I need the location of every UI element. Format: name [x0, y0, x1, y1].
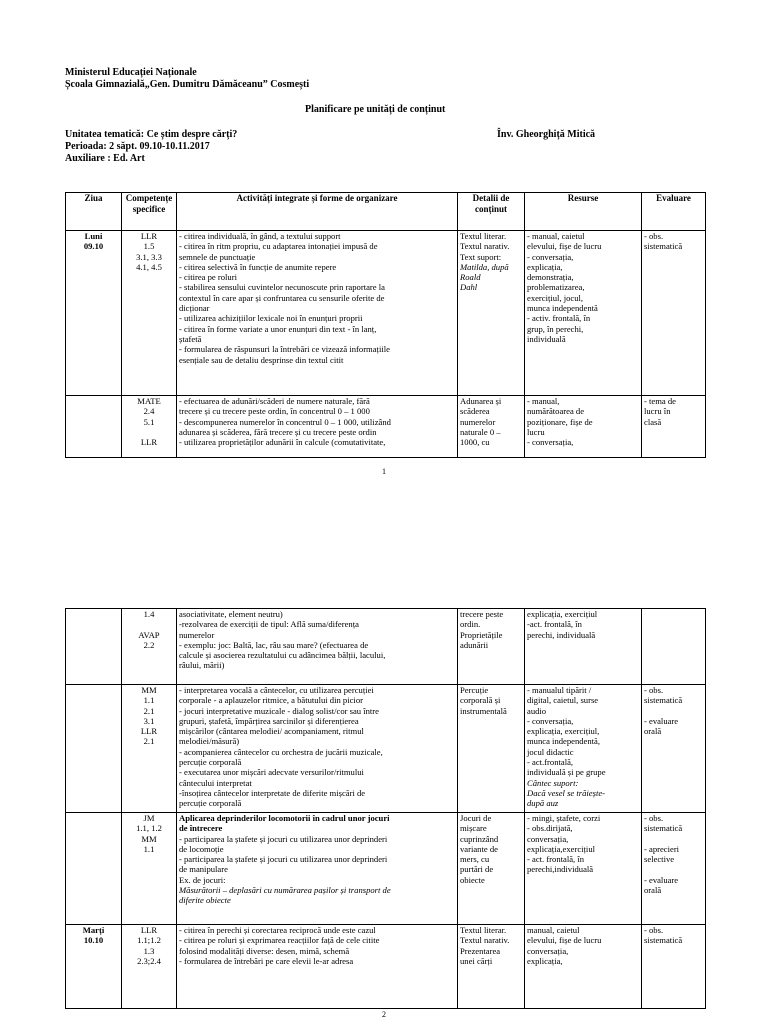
evaluation-cell-line: - evaluare — [644, 715, 679, 726]
details-cell-line: Percuție — [460, 685, 489, 695]
details-cell-line: Jocuri de — [460, 813, 492, 823]
competences-cell — [122, 685, 177, 813]
evaluation-cell-line: orală — [644, 726, 662, 737]
evaluation-cell-line: sistematică — [644, 695, 683, 706]
activities-cell-line: - utilizarea proprietăților adunării în calcule (comutativitate, — [179, 437, 386, 448]
details-cell — [458, 925, 525, 1009]
activities-cell-line: esențiale sau de detaliu desprinse din textul citit — [179, 354, 344, 365]
competences-cell-line: 1.3 — [143, 945, 155, 956]
competences-cell — [122, 609, 177, 685]
activities-cell-line: de manipulare — [179, 864, 228, 875]
planning-table-page-1 — [65, 192, 706, 458]
activities-cell-line: - utilizarea achizițiilor lexicale noi în enunțuri proprii — [179, 313, 363, 324]
competences-cell-line: 2.1 — [143, 736, 155, 747]
resources-cell — [525, 396, 642, 458]
activities-cell — [177, 925, 458, 1009]
column-header: Competențe specifice — [122, 193, 177, 231]
day-cell — [66, 609, 122, 685]
activities-cell-line: - acompanierea cântecelor cu orchestra de jucării muzicale, — [179, 746, 383, 757]
activities-cell-line: - citirea în perechi și corectarea reciprocă unde este cazul — [179, 925, 376, 935]
ministry-line: Ministerul Educației Naționale — [65, 67, 197, 78]
auxiliary-line: Auxiliare : Ed. Art — [65, 153, 145, 164]
competences-cell-line: LLR — [140, 925, 158, 935]
activities-cell-line: diferite obiecte — [179, 895, 231, 906]
table-row — [66, 685, 706, 813]
activities-cell-line: ștafetă — [179, 333, 202, 344]
activities-cell-line: cântecului interpretat — [179, 777, 252, 788]
table-header-row — [66, 193, 706, 231]
evaluation-cell-line: - evaluare — [644, 874, 679, 885]
page-number: 2 — [382, 1010, 386, 1019]
resources-cell-line: explicația, exercițiul — [527, 609, 598, 619]
day-cell-line: Marți — [82, 925, 105, 935]
resources-cell-line: - manual, — [527, 396, 560, 406]
resources-cell-line: - manualul tipărit / — [527, 685, 592, 695]
details-cell-line: Roald — [460, 272, 481, 283]
competences-cell-line: LLR — [140, 231, 158, 241]
details-cell-line: Matilda, după — [460, 261, 509, 272]
table-row — [66, 231, 706, 396]
competences-cell-line: LLR — [140, 437, 158, 448]
evaluation-cell — [642, 231, 706, 396]
details-cell-line: Textul literar. — [460, 925, 507, 935]
details-cell — [458, 685, 525, 813]
competences-cell-line: 1.1, 1.2 — [136, 823, 162, 834]
evaluation-cell — [642, 609, 706, 685]
activities-cell-line: de locomoție — [179, 843, 224, 854]
resources-cell-line: elevului, fișe de lucru — [527, 935, 602, 946]
competences-cell-line: MM — [141, 833, 157, 844]
activities-cell-line: calcule și asocierea rezultatului cu adâncimea bălții, lacului, — [179, 650, 386, 661]
resources-cell-line: - obs.dirijată, — [527, 823, 573, 834]
resources-cell-line: - act.frontală, — [527, 757, 574, 768]
table-row — [66, 925, 706, 1009]
activities-cell-line: - formularea de răspunsuri la întrebări ce vizează informațiile — [179, 344, 390, 355]
resources-cell-line: conversația, — [527, 945, 569, 956]
details-cell-line: Prezentarea — [460, 945, 501, 956]
details-cell-line: Proprietățile — [460, 629, 503, 640]
activities-cell-line: - participarea la ștafete și jocuri cu utilizarea unor deprinderi — [179, 833, 388, 844]
resources-cell-line: exercițiul, jocul, — [527, 292, 584, 303]
resources-cell-line: - manual, caietul — [527, 231, 585, 241]
resources-cell-line: munca independentă — [527, 303, 598, 314]
activities-cell-line: - interpretarea vocală a cântecelor, cu utilizarea percuției — [179, 685, 374, 695]
competences-cell-line: 2.1 — [143, 705, 155, 716]
activities-cell-line: Ex. de jocuri: — [179, 874, 226, 885]
activities-cell-line: asociativitate, element neutru) — [179, 609, 283, 619]
day-cell-line: Luni — [84, 231, 103, 241]
evaluation-cell-line: clasă — [644, 416, 662, 427]
resources-cell-line: -act. frontală, în — [527, 619, 582, 630]
activities-cell-line: semnele de punctuație — [179, 251, 256, 262]
resources-cell — [525, 609, 642, 685]
column-header: Ziua — [66, 193, 122, 231]
competences-cell-line: MM — [141, 685, 157, 695]
evaluation-cell-line — [644, 834, 703, 844]
details-cell-line: scăderea — [460, 406, 490, 417]
resources-cell — [525, 685, 642, 813]
evaluation-cell-line: - obs. — [644, 925, 664, 935]
activities-cell-line: - citirea individuală, în gând, a textului support — [179, 231, 341, 241]
competences-cell-line: 1.1;1.2 — [137, 935, 161, 946]
activities-cell-line: - jocuri interpretative muzicale - dialog solist/cor sau între — [179, 705, 379, 716]
resources-cell-line: manual, caietul — [527, 925, 580, 935]
competences-cell-line: 1.4 — [143, 609, 155, 619]
day-cell — [66, 396, 122, 458]
evaluation-cell-line: sistematică — [644, 935, 683, 946]
evaluation-cell-line — [644, 864, 703, 874]
activities-cell-line: - exemplu: joc: Baltă, lac, râu sau mare? (efectuarea de — [179, 639, 369, 650]
evaluation-cell-line: - obs. — [644, 231, 664, 241]
evaluation-cell-line: sistematică — [644, 241, 683, 252]
resources-cell-line: explicația, — [527, 261, 563, 272]
activities-cell — [177, 231, 458, 396]
resources-cell-line: - conversația, — [527, 437, 574, 448]
activities-cell — [177, 813, 458, 925]
details-cell-line: mers, cu — [460, 854, 490, 865]
details-cell-line: instrumentală — [460, 705, 507, 716]
competences-cell-line: 2.4 — [143, 406, 155, 417]
resources-cell-line: explicația, — [527, 955, 563, 966]
activities-cell-line: - executarea unor mișcări adecvate versurilor/ritmului — [179, 767, 364, 778]
table-row — [66, 396, 706, 458]
day-cell — [66, 685, 122, 813]
evaluation-cell-line: sistematică — [644, 823, 683, 834]
resources-cell-line: perechi, individuală — [527, 629, 596, 640]
evaluation-cell-line: - tema de — [644, 396, 676, 406]
activities-cell — [177, 609, 458, 685]
resources-cell — [525, 925, 642, 1009]
column-header: Detalii de conținut — [458, 193, 525, 231]
competences-cell-line — [124, 619, 174, 629]
details-cell-line: variante de — [460, 843, 498, 854]
resources-cell-line: explicația,exercițiul — [527, 843, 595, 854]
resources-cell — [525, 813, 642, 925]
competences-cell-line: JM — [143, 813, 155, 823]
resources-cell — [525, 231, 642, 396]
details-cell — [458, 609, 525, 685]
activities-cell-line: Măsurătorii – deplasări cu numărarea pașilor și transport de — [179, 885, 391, 896]
details-cell — [458, 813, 525, 925]
activities-cell-line: folosind modalități diverse: desen, mimă, schemă — [179, 945, 350, 956]
activities-cell-line: - citirea pe roluri — [179, 272, 237, 283]
competences-cell — [122, 231, 177, 396]
day-cell-line: 10.10 — [83, 935, 104, 946]
resources-cell-line: elevului, fișe de lucru — [527, 241, 602, 252]
competences-cell-line: 2.3;2.4 — [137, 955, 161, 966]
activities-cell-line: - efectuarea de adunări/scăderi de numere naturale, fără — [179, 396, 370, 406]
column-header: Activități integrate și forme de organizare — [177, 193, 458, 231]
activities-cell — [177, 685, 458, 813]
resources-cell-line: - activ. frontală, în — [527, 313, 591, 324]
activities-cell-line: - formularea de întrebări pe care elevii le-ar adresa — [179, 955, 354, 966]
details-cell-line: trecere peste — [460, 609, 504, 619]
resources-cell-line: numărătoarea de — [527, 406, 585, 417]
activities-cell-line: - citirea în ritm propriu, cu adaptarea intonației impusă de — [179, 241, 378, 252]
details-cell-line: corporală și — [460, 695, 501, 706]
resources-cell-line: grup, în perechi, — [527, 323, 584, 334]
day-cell — [66, 231, 122, 396]
resources-cell-line: - conversația, — [527, 715, 574, 726]
evaluation-cell-line: selective — [644, 854, 675, 865]
competences-cell-line: 4.1, 4.5 — [136, 261, 162, 272]
details-cell — [458, 396, 525, 458]
page-number: 1 — [382, 467, 386, 476]
details-cell-line: mișcare — [460, 823, 487, 834]
table-row — [66, 813, 706, 925]
evaluation-cell — [642, 813, 706, 925]
resources-cell-line: Cântec suport: — [527, 777, 579, 788]
resources-cell-line: demonstrația, — [527, 272, 574, 283]
competences-cell-line: 1.5 — [143, 241, 155, 252]
details-cell-line: adunării — [460, 639, 489, 650]
evaluation-cell-line: - aprecieri — [644, 843, 680, 854]
table-row — [66, 609, 706, 685]
column-header: Evaluare — [642, 193, 706, 231]
details-cell — [458, 231, 525, 396]
day-cell-line: 09.10 — [83, 241, 104, 252]
resources-cell-line: - act. frontală, în — [527, 854, 585, 865]
activities-cell-line: - citirea pe roluri și exprimarea reacțiilor față de cele citite — [179, 935, 380, 946]
activities-cell-line: - stabilirea sensului cuvintelor necunoscute prin raportare la — [179, 282, 385, 293]
evaluation-cell-line — [644, 706, 703, 716]
resources-cell-line: - conversația, — [527, 251, 574, 262]
resources-cell-line: individuală — [527, 333, 566, 344]
competences-cell-line: AVAP — [138, 629, 160, 640]
evaluation-cell-line: orală — [644, 885, 662, 896]
evaluation-cell — [642, 925, 706, 1009]
resources-cell-line: Dacă vesel se trăiește- — [527, 787, 606, 798]
planning-table-page-2 — [65, 608, 706, 1009]
day-cell — [66, 925, 122, 1009]
evaluation-cell-line: - obs. — [644, 813, 664, 823]
details-cell-line: Textul literar. — [460, 231, 507, 241]
activities-cell-line: adunarea și scăderea, fără trecere și cu trecere peste ordin — [179, 426, 377, 437]
school-line: Școala Gimnazială„Gen. Dumitru Dămăceanu” Cosmești — [65, 79, 310, 90]
day-cell — [66, 813, 122, 925]
document-title: Planificare pe unități de conținut — [305, 104, 446, 115]
activities-cell-line: râului, mării) — [179, 660, 225, 671]
details-cell-line: ordin. — [460, 619, 481, 630]
competences-cell — [122, 813, 177, 925]
column-header: Resurse — [525, 193, 642, 231]
activities-cell-line: - citirea selectivă în funcție de anumite repere — [179, 261, 337, 272]
details-cell-line: cuprinzând — [460, 833, 499, 844]
resources-cell-line: problematizarea, — [527, 282, 585, 293]
activities-cell-line: - participarea la ștafete și jocuri cu utilizarea unor deprinderi — [179, 854, 388, 865]
resources-cell-line: explicația, exercițiul, — [527, 726, 600, 737]
details-cell-line: Dahl — [460, 282, 478, 293]
competences-cell-line: 1.1 — [143, 695, 155, 706]
activities-cell — [177, 396, 458, 458]
details-cell-line: purtări de — [460, 864, 494, 875]
competences-cell-line: 3.1, 3.3 — [136, 251, 162, 262]
activities-cell-line: Aplicarea deprinderilor locomotorii în cadrul unor jocuri — [179, 813, 390, 823]
competences-cell-line: 5.1 — [143, 416, 155, 427]
resources-cell-line: individuală și pe grupe — [527, 767, 606, 778]
activities-cell-line: numerelor — [179, 629, 215, 640]
evaluation-cell-line: - obs. — [644, 685, 664, 695]
resources-cell-line: - mingi, ștafete, corzi — [527, 813, 601, 823]
resources-cell-line: conversația, — [527, 833, 569, 844]
competences-cell-line: MATE — [137, 396, 161, 406]
activities-cell-line: -rezolvarea de exerciții de tipul: Află suma/diferența — [179, 619, 359, 630]
competences-cell-line: LLR — [140, 726, 158, 737]
activities-cell-line: melodiei/măsură) — [179, 736, 240, 747]
evaluation-cell — [642, 396, 706, 458]
activities-cell-line: mișcărilor (cântarea melodiei/ acompaniament, ritmul — [179, 726, 364, 737]
resources-cell-line: digital, caietul, surse — [527, 695, 599, 706]
resources-cell-line: munca independentă, — [527, 736, 601, 747]
unit-line: Unitatea tematică: Ce știm despre cărți? — [65, 129, 238, 140]
evaluation-cell-line: lucru în — [644, 406, 671, 417]
details-cell-line: Textul narativ. — [460, 935, 510, 946]
resources-cell-line: audio — [527, 705, 547, 716]
activities-cell-line: - citirea în forme variate a unor enunțuri din text - în lanț, — [179, 323, 377, 334]
teacher-line: Înv. Gheorghiță Mitică — [497, 129, 596, 140]
activities-cell-line: - descompunerea numerelor în concentrul 0 – 1 000, utilizând — [179, 416, 391, 427]
resources-cell-line: poziționare, fișe de — [527, 416, 593, 427]
activities-cell-line: grupuri, ștafetă, împărțirea sarcinilor și diferențierea — [179, 715, 359, 726]
period-line: Perioada: 2 săpt. 09.10-10.11.2017 — [65, 141, 210, 152]
competences-cell — [122, 925, 177, 1009]
details-cell-line: naturale 0 – — [460, 426, 501, 437]
activities-cell-line: corporale - a aplauzelor ritmice, a bătutului din picior — [179, 695, 363, 706]
details-cell-line: Textul narativ. — [460, 241, 510, 252]
competences-cell-line: 2.2 — [143, 639, 155, 650]
activities-cell-line: percuție corporală — [179, 757, 242, 768]
resources-cell-line: jocul didactic — [527, 746, 574, 757]
activities-cell-line: de întrecere — [179, 823, 223, 834]
activities-cell-line: percuție corporală — [179, 798, 242, 809]
competences-cell-line: 3.1 — [143, 715, 155, 726]
details-cell-line: 1000, cu — [460, 437, 490, 448]
resources-cell-line: lucru — [527, 426, 545, 437]
competences-cell — [122, 396, 177, 458]
activities-cell-line: contextul în care apar și confruntarea cu sensurile oferite de — [179, 292, 385, 303]
details-cell-line: unei cărți — [460, 955, 493, 966]
competences-cell-line: 1.1 — [143, 843, 155, 854]
resources-cell-line: perechi,individuală — [527, 864, 594, 875]
resources-cell-line: după auz — [527, 798, 559, 809]
activities-cell-line: trecere și cu trecere peste ordin, în concentrul 0 – 1 000 — [179, 406, 370, 417]
competences-cell-line — [124, 427, 174, 437]
details-cell-line: Text suport: — [460, 251, 502, 262]
evaluation-cell — [642, 685, 706, 813]
details-cell-line: obiecte — [460, 874, 485, 885]
activities-cell-line: -însoțirea cântecelor interpretate de diferite mișcări de — [179, 787, 366, 798]
activities-cell-line: dicționar — [179, 303, 210, 314]
details-cell-line: Adunarea și — [460, 396, 502, 406]
details-cell-line: numerelor — [460, 416, 496, 427]
